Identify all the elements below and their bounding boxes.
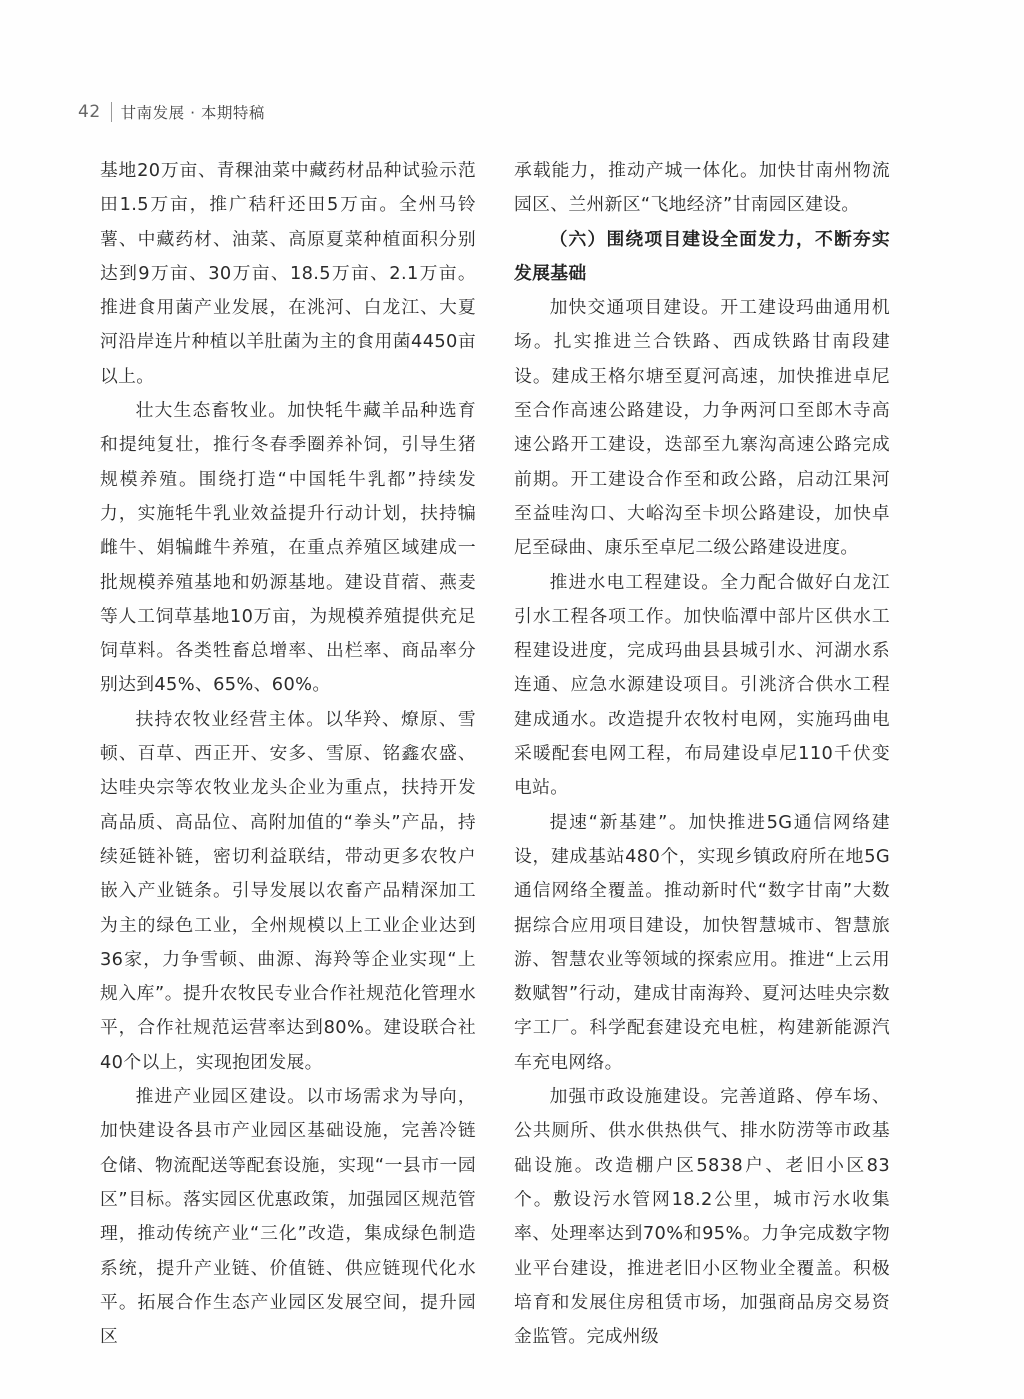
paragraph-continued-right: 承载能力，推动产城一体化。加快甘南州物流园区、兰州新区“飞地经济”甘南园区建设。 xyxy=(514,160,890,216)
page-number: 42 xyxy=(78,102,101,122)
paragraph-water-power: 推进水电工程建设。全力配合做好白龙江引水工程各项工作。加快临潭中部片区供水工程建设进度，完成玛曲县县城引水、河湖水系连通、应急水源建设项目。引洮济合供水工程建成通水。改造提升农牧村电网，实施玛曲电采暖配套电网工程，布局建设卓尼110千伏变电站。 xyxy=(514,571,890,799)
paragraph-industrial-parks: 推进产业园区建设。以市场需求为导向，加快建设各县市产业园区基础设施，完善冷链仓储、物流配送等配套设施，实现“一县市一园区”目标。落实园区优惠政策，加强园区规范管理，推动传统产业“三化”改造，集成绿色制造系统，提升产业链、价值链、供应链现代化水平。拓展合作生态产业园区发展空间，提升园区 xyxy=(100,1086,476,1348)
paragraph-municipal: 加强市政设施建设。完善道路、停车场、公共厕所、供水供热供气、排水防涝等市政基础设施。改造棚户区5838户、老旧小区83个。敷设污水管网18.2公里，城市污水收集率、处理率达到70%和95%。力争完成数字物业平台建设，推进老旧小区物业全覆盖。积极培育和发展住房租赁市场，加强商品房交易资金监管。完成州级 xyxy=(514,1086,890,1348)
paragraph-livestock: 壮大生态畜牧业。加快牦牛藏羊品种选育和提纯复壮，推行冬春季圈养补饲，引导生猪规模养殖。围绕打造“中国牦牛乳都”持续发力，实施牦牛乳业效益提升行动计划，扶持犏雌牛、娟犏雌牛养殖，在重点养殖区域建成一批规模养殖基地和奶源基地。建设苜蓿、燕麦等人工饲草基地10万亩，为规模养殖提供充足饲草料。各类牲畜总增率、出栏率、商品率分别达到45%、65%、60%。 xyxy=(100,400,476,696)
paragraph-transport: 加快交通项目建设。开工建设玛曲通用机场。扎实推进兰合铁路、西成铁路甘南段建设。建成王格尔塘至夏河高速，加快推进卓尼至合作高速公路建设，力争两河口至郎木寺高速公路开工建设，迭部至九寨沟高速公路完成前期。开工建设合作至和政公路，启动江果河至益哇沟口、大峪沟至卡坝公路建设，加快卓尼至碌曲、康乐至卓尼二级公路建设进度。 xyxy=(514,297,890,559)
left-column xyxy=(100,154,476,1354)
section-heading: （六）围绕项目建设全面发力，不断夯实发展基础 xyxy=(514,228,890,284)
page-header xyxy=(78,98,265,126)
header-divider xyxy=(111,102,112,122)
paragraph-new-infrastructure: 提速“新基建”。加快推进5G通信网络建设，建成基站480个，实现乡镇政府所在地5G通信网络全覆盖。推动新时代“数字甘南”大数据综合应用项目建设，加快智慧城市、智慧旅游、智慧农业等领域的探索应用。推进“上云用数赋智”行动，建成甘南海羚、夏河达哇央宗数字工厂。科学配套建设充电桩，构建新能源汽车充电网络。 xyxy=(514,811,890,1073)
section-title: 甘南发展 · 本期特稿 xyxy=(120,104,265,122)
paragraph-business-entities: 扶持农牧业经营主体。以华羚、燎原、雪顿、百草、西正开、安多、雪原、铭鑫农盛、达哇央宗等农牧业龙头企业为重点，扶持开发高品质、高品位、高附加值的“拳头”产品，持续延链补链，密切利益联结，带动更多农牧户嵌入产业链条。引导发展以农畜产品精深加工为主的绿色工业，全州规模以上工业企业达到36家，力争雪顿、曲源、海羚等企业实现“上规入库”。提升农牧民专业合作社规范化管理水平，合作社规范运营率达到80%。建设联合社40个以上，实现抱团发展。 xyxy=(100,708,476,1073)
paragraph-continued: 基地20万亩、青稞油菜中藏药材品种试验示范田1.5万亩，推广秸秆还田5万亩。全州马铃薯、中藏药材、油菜、高原夏菜种植面积分别达到9万亩、30万亩、18.5万亩、2.1万亩。推进食用菌产业发展，在洮河、白龙江、大夏河沿岸连片种植以羊肚菌为主的食用菌4450亩以上。 xyxy=(100,160,476,387)
right-column xyxy=(514,154,890,1354)
